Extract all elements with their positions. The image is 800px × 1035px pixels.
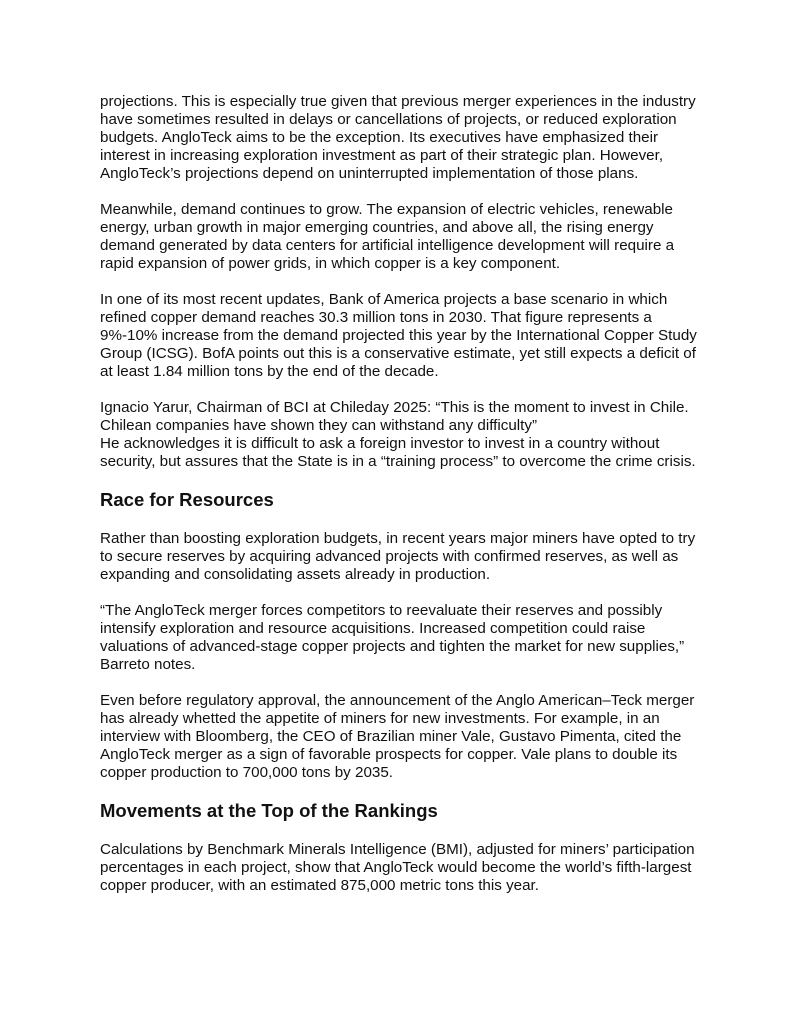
heading-race-for-resources: Race for Resources	[100, 489, 274, 510]
paragraph-bofa: In one of its most recent updates, Bank of America projects a base scenario in which refined copper demand reaches 30.3 million tons in 2030. That figure represents a 9%-10% increase from the demand projected this year by the International Copper Study Group (ICSG). BofA points out this is a conservative estimate, yet still expects a deficit of at least 1.84 million tons by the end of the decade.	[100, 291, 697, 380]
paragraph-vale: Even before regulatory approval, the announcement of the Anglo American–Teck merger has already whetted the appetite of miners for new investments. For example, in an interview with Bloomberg, the CEO of Brazilian miner Vale, Gustavo Pimenta, cited the AngloTeck merger as a sign of favorable prospects for copper. Vale plans to double its copper production to 700,000 tons by 2035.	[100, 692, 695, 781]
paragraph-security: He acknowledges it is difficult to ask a foreign investor to invest in a country without security, but assures that the State is in a “training process” to overcome the crime crisis.	[100, 435, 696, 470]
paragraph-demand: Meanwhile, demand continues to grow. The expansion of electric vehicles, renewable energy, urban growth in major emerging countries, and above all, the rising energy demand generated by data centers for artificial intelligence development will require a rapid expansion of power grids, in which copper is a key component.	[100, 201, 675, 272]
heading-rankings: Movements at the Top of the Rankings	[100, 800, 438, 821]
paragraph-projections: projections. This is especially true given that previous merger experiences in the industry have sometimes resulted in delays or cancellations of projects, or reduced exploration budgets. AngloTeck aims to be the exception. Its executives have emphasized their interest in increasing exploration investment as part of their strategic plan. However, AngloTeck’s projections depend on uninterrupted implementation of those plans.	[100, 93, 696, 182]
paragraph-reserves: Rather than boosting exploration budgets, in recent years major miners have opted to try to secure reserves by acquiring advanced projects with confirmed reserves, as well as expanding and consolidating assets already in production.	[100, 530, 696, 583]
paragraph-yarur-quote: Ignacio Yarur, Chairman of BCI at Chileday 2025: “This is the moment to invest in Chile. Chilean companies have shown they can withstand any difficulty”	[100, 399, 689, 434]
paragraph-bmi: Calculations by Benchmark Minerals Intelligence (BMI), adjusted for miners’ participation percentages in each project, show that AngloTeck would become the world’s fifth-largest copper producer, with an estimated 875,000 metric tons this year.	[100, 841, 695, 894]
document-page	[100, 93, 710, 913]
paragraph-barreto-quote: “The AngloTeck merger forces competitors to reevaluate their reserves and possibly intensify exploration and resource acquisitions. Increased competition could raise valuations of advanced-stage copper projects and tighten the market for new supplies,” Barreto notes.	[100, 602, 685, 673]
